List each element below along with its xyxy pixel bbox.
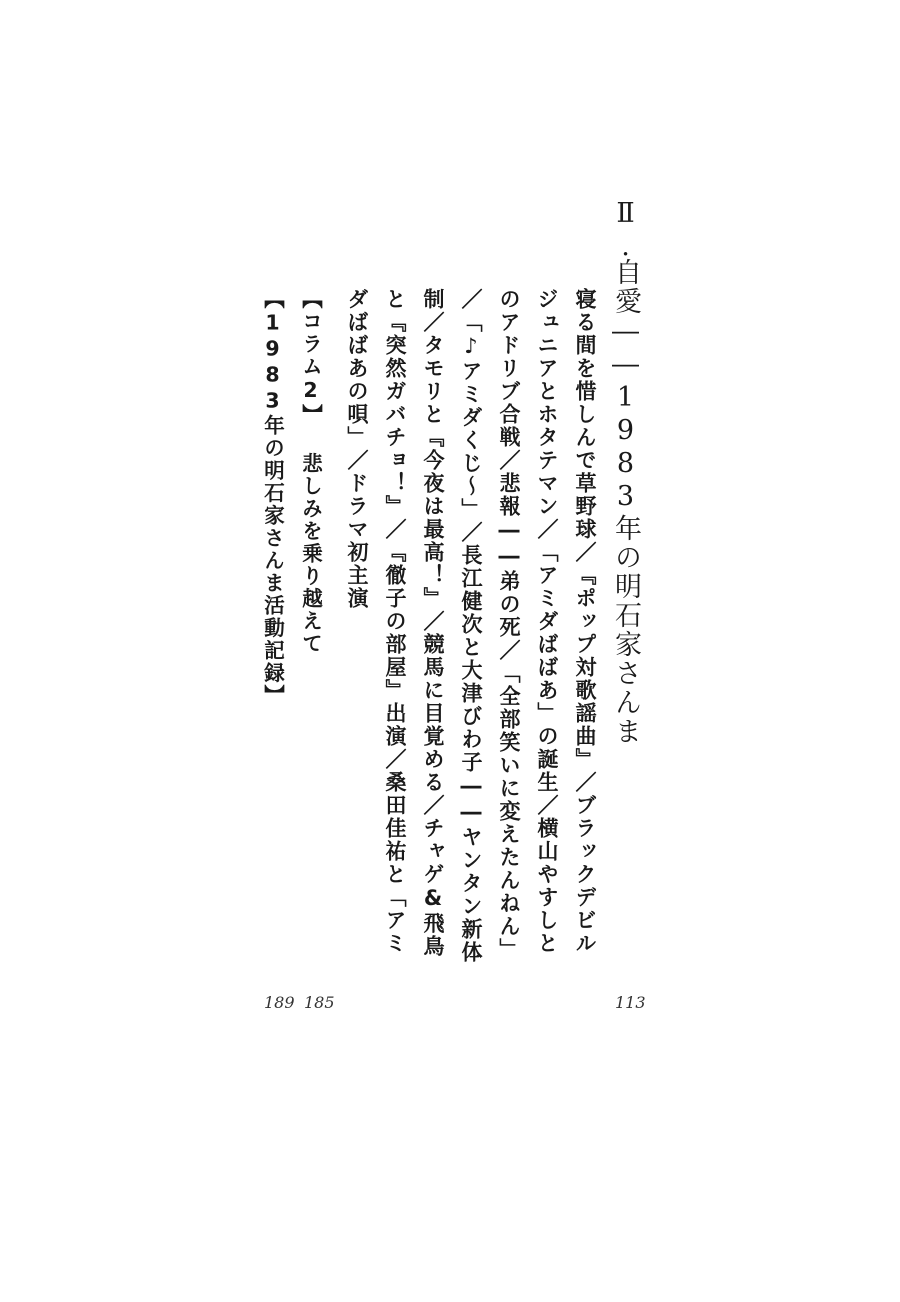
chapter-title: 自愛――1983年の明石家さんま [610,258,641,746]
column-entry-activity-log: 【1983年の明石家さんま活動記録】 [260,288,285,707]
column-entry-sadness: 【コラム2】 悲しみを乗り越えて [298,288,323,655]
chapter-contents: 寝る間を惜しんで草野球／『ポップ対歌謡曲』／ブラックデビルジュニアとホタテマン／「アミダばばあ」の誕生／横山やすしとのアドリブ合戦／悲報――弟の死／「全部笑いに変えたんねん」／「♪アミダくじ～」／長江健次と大津びわ子――ヤンタン新体制／タモリと『今夜は最高！』／競馬に目覚める／チャゲ&飛鳥と『突然ガバチョ！』／『徹子の部屋』出演／桑田佳祐と「アミダばばあの唄」／ドラマ初主演 [345,288,597,964]
page-number-column-2: 189 [264,993,295,1012]
page-number-column-1: 185 [304,993,335,1012]
page-number-section: 113 [615,993,646,1012]
section-number: Ⅱ. [610,198,641,264]
